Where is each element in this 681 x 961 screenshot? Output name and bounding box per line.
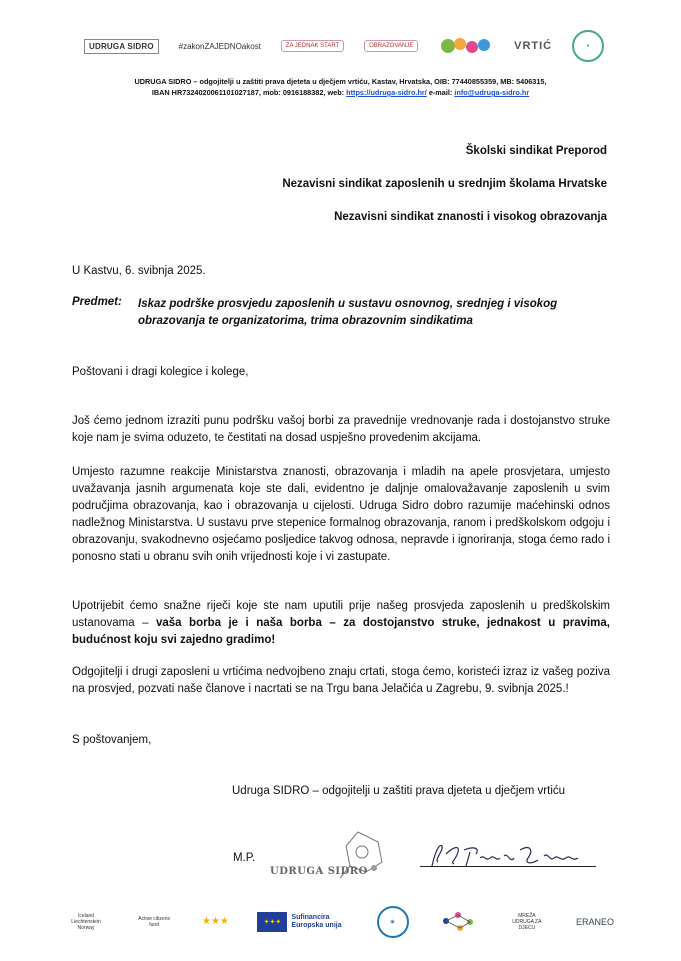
eraneo-logo: ERANEO — [575, 917, 614, 927]
network-logo — [438, 910, 478, 934]
active-citizens-fund-logo: Active citizens fund — [138, 916, 170, 928]
paragraph-1: Još ćemo jednom izraziti punu podršku vašoj borbi za pravednije vrednovanje rada i dostojanstvo struke koje nam je svima oduzeto, te čestitati na dosad uspješno provedenim akcijama. — [72, 415, 610, 444]
paragraph-3: Upotrijebit ćemo snažne riječi koje ste nam uputili prije našeg prosvjeda zaposlenih u predškolskim ustanovama – vaša borba je i naša borba – za dostojanstvo struke, jednakost u pravima, budućnost koju svi zajedno gradimo! — [72, 600, 610, 646]
colorful-logo — [438, 34, 494, 58]
recipient: Školski sindikat Preporod — [465, 145, 607, 157]
obrazovanje-logo: OBRAZOVANJE — [364, 40, 418, 52]
jednak-start-logo: ZA JEDNAK START — [281, 40, 344, 52]
active-citizens-logo: Iceland Liechtenstein Norway — [71, 913, 101, 931]
eu-cofunding — [257, 912, 347, 932]
mp-label: M.P. — [233, 852, 256, 864]
paragraph-3-bold: vaša borba je i naša borba – za dostojanstvo struke, jednakost u pravima, budućnost koju svi zajedno gradimo! — [72, 617, 610, 646]
sidro-logo: UDRUGA SIDRO — [84, 39, 159, 54]
org-line-1: UDRUGA SIDRO – odgojitelji u zaštiti prava djeteta u dječjem vrtiću, Kastav, Hrvatska, OIB: 77440855359, MB: 5406315, — [134, 77, 547, 86]
signer-name: Udruga SIDRO – odgojitelji u zaštiti prava djeteta u dječjem vrtiću — [232, 785, 566, 797]
paragraph-4: Odgojitelji i drugi zaposleni u vrtićima nedvojbeno znaju crtati, stoga ćemo, koristeći izraz iz vašeg poziva na prosvjed, pozvati naše članove i nacrtati se na Trgu bana Jelačića u Zagrebu, 9. svibnja 2025.! — [72, 666, 610, 695]
recipient: Nezavisni sindikat znanosti i visokog obrazovanja — [334, 211, 607, 223]
vrtic-logo: VRTIĆ — [514, 40, 553, 52]
partner-logos-bottom — [64, 905, 614, 939]
mreza-logo: MREŽA UDRUGA ZA DJECU — [512, 913, 542, 931]
stars-logo — [200, 912, 228, 932]
signature-line — [420, 866, 596, 867]
subject-line — [72, 296, 612, 330]
network-icon — [438, 910, 478, 932]
svg-text:★★★: ★★★ — [202, 916, 229, 927]
subject-text: Iskaz podrške prosvjedu zaposlenih u sustavu osnovnog, srednjeg i visokog obrazovanja te organizatorima, trima obrazovnim sindikatima — [138, 298, 558, 327]
organization-header — [0, 76, 681, 98]
recipient: Nezavisni sindikat zaposlenih u srednjim školama Hrvatske — [282, 178, 607, 190]
green-circle-logo: ● — [572, 30, 604, 62]
partner-logos-top — [84, 28, 604, 64]
stamp-text: UDRUGA SIDRO — [270, 866, 368, 877]
stars-icon — [200, 912, 228, 930]
colorful-logo-icon — [438, 34, 494, 58]
blue-circle-logo: ◉ — [377, 906, 409, 938]
email-link[interactable]: info@udruga-sidro.hr — [454, 88, 530, 97]
salutation: Poštovani i dragi kolegice i kolege, — [72, 366, 249, 378]
zajedno-logo: #zakonZAJEDNOakost — [178, 41, 261, 51]
paragraph-2: Umjesto razumne reakcije Ministarstva znanosti, obrazovanja i mladih na apele prosvjetara, umjesto uvažavanja jasnih argumenata koje ste dali, evidentno je daljnje omalovažavanje zaposlenih u svim područjima obrazovanja, kao i obrazovanja u cijelosti. Udruga Sidro dobro razumije maćehinski odnos nadležnog Ministarstva. U sustavu prve stepenice formalnog obrazovanja, ranom i predškolskom odgoju i obrazovanju, svakodnevno osjećamo posljedice takvog odnosa, nepravde i ignoriranja, stoga ćemo rado i ponosno stati u obranu svih onih vrijednosti koje i vi zastupate. — [72, 466, 610, 563]
closing: S poštovanjem, — [72, 734, 152, 746]
org-line-2: IBAN HR7324020061101027187, mob: 0916188382, web: https://udruga-sidro.hr/ e-mail: info@udruga-sidro.hr — [151, 88, 530, 97]
stamp-drawing-icon — [270, 828, 390, 888]
recipients-block — [282, 145, 607, 244]
eu-label: Sufinancira Europska unija — [291, 914, 342, 929]
subject-label: Predmet: — [72, 296, 122, 308]
eu-flag-icon: ✦✦✦ — [257, 912, 287, 932]
website-link[interactable]: https://udruga-sidro.hr/ — [346, 88, 427, 97]
letter-date: U Kastvu, 6. svibnja 2025. — [72, 265, 206, 277]
